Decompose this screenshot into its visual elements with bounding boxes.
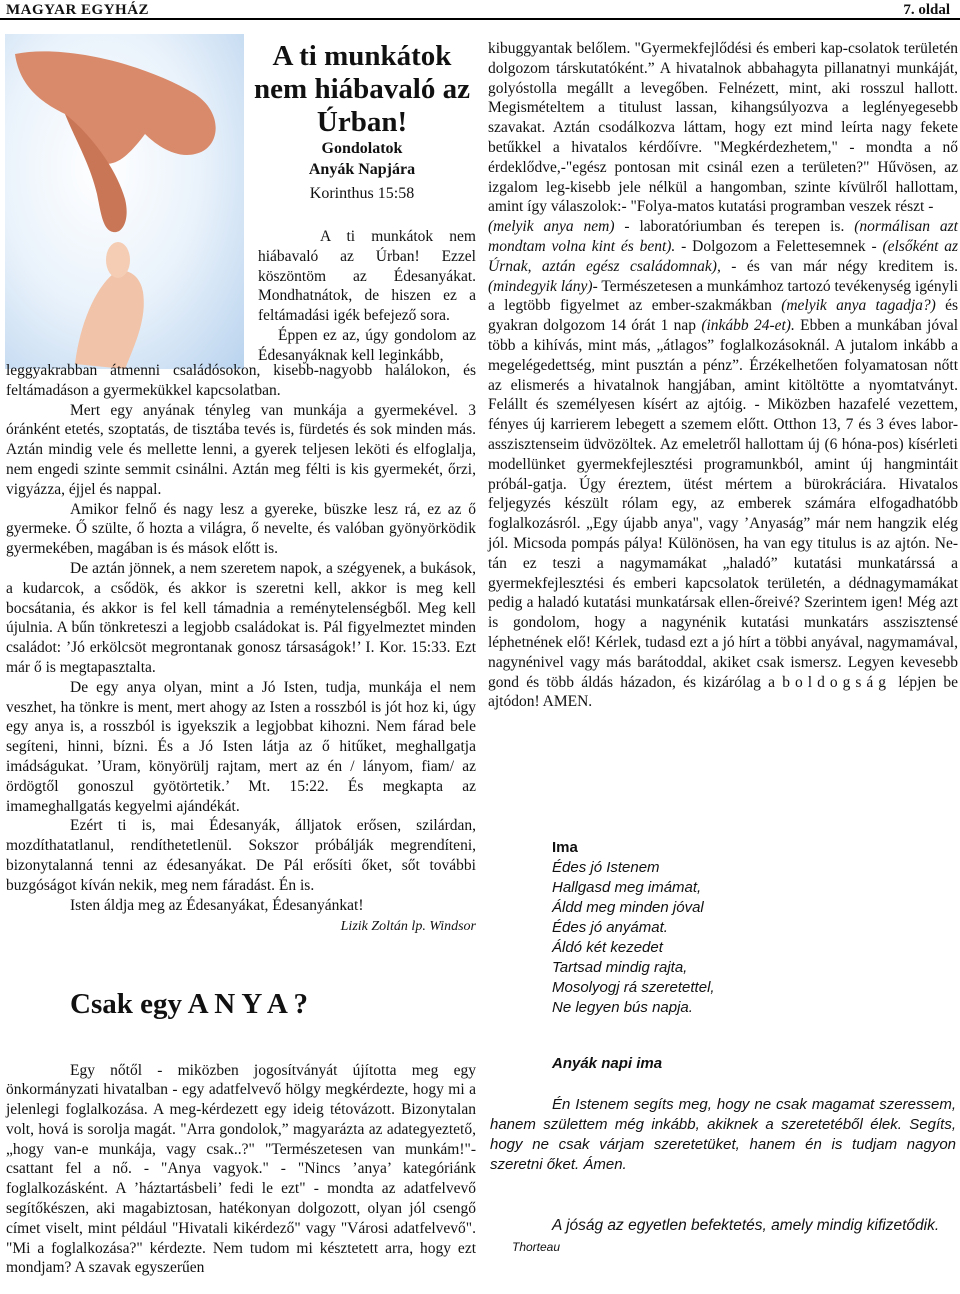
poem-line: Hallgasd meg imámat, [552, 879, 702, 896]
poem-title: Ima [552, 839, 578, 856]
italic-aside: (melyik anya tagadja?) [781, 297, 936, 315]
intro-paragraph: A ti munkátok nem hiábavaló az Úrban! Ezzel köszöntöm az Édesanyákat. Mondhatnátok, de hiszen ez a feltámadási igék befejező sora. [258, 228, 476, 325]
article2-title: Csak egy A N Y A ? [70, 988, 308, 1020]
text-run: lépjen be ajtódon! AMEN. [488, 673, 958, 711]
author-signature: Lizik Zoltán lp. Windsor [340, 919, 476, 935]
bible-reference: Korinthus 15:58 [309, 185, 415, 202]
page-number: 7. oldal [903, 2, 950, 18]
article2-body-right [488, 39, 958, 712]
italic-aside: (inkább 24-et). [701, 317, 795, 335]
body-paragraph: Isten áldja meg az Édesanyákat, Édesanyánkat! [70, 896, 364, 914]
article-title: A ti munkátok nem hiábavaló az Úrban! [254, 40, 470, 138]
poem-ima [552, 838, 932, 1018]
intro-paragraph: Éppen ez az, úgy gondolom az Édesanyáknak kell leginkább, [258, 326, 476, 364]
text-run: - Dolgozom a Felettesemnek - [675, 237, 883, 255]
poem-line: Áldd meg minden jóval [552, 899, 704, 916]
poem-line: Édes jó Istenem [552, 859, 660, 876]
hands-photo [5, 34, 244, 369]
body-paragraph: Mert egy anyának tényleg van munkája a gyermekével. 3 óránként etetés, szoptatás, de tisztába tevés is, fürdetés és sok minden más. Aztán mindig vele és mellette lenni, a gyerek teljesen leköti és elfoglalja, nem engedi szinte semmit csinálni. Aztán meg félti is kis gyermekét, őrzi, vigyázza, éjjel és nappal. [6, 401, 476, 498]
text-run: - és van már négy kreditem is. [720, 257, 958, 275]
poem-line: Mosolyogj rá szeretettel, [552, 979, 715, 996]
prayer-title: Anyák napi ima [552, 1055, 663, 1072]
italic-aside: (mindegyik lány)- [488, 277, 598, 295]
spaced-word: boldogság [782, 673, 891, 691]
publication-name: MAGYAR EGYHÁZ [6, 2, 150, 18]
text-run: kibuggyantak belőlem. "Gyermekfejlődési és emberi kap-csolatok területén dolgozom társkutatóként.” A hivatalnok abbahagyta pillanatnyi munkáját, golyóstolla megállt a levegőben. Felnézett, mint, aki rosszul hallott. Megismételtem a titulust lassan, kihangsúlyozva a leglényegesebb szavakat. Aztán csodálkozva láttam, hogy ezt mind leírta nagy fekete betűkkel a hivatalos kérdőívre. "Megkérdezhetem," - mondta a nő érdeklődve,-"egész pontosan mit csinál ezen a területen?" Hűvösen, az izgalom leg-kisebb jele nélkül a hangomban, szinte kívülről hallottam, amint így válaszolok:- "Folya-matos kutatási programban veszek részt - [488, 40, 958, 216]
quote-text: A jóság az egyetlen befektetés, amely mindig kifizetődik. [552, 1217, 940, 1234]
article2-body-left [6, 1045, 476, 1294]
body-paragraph: Ezért ti is, mai Édesanyák, álljatok erősen, szilárdan, mozdíthatatlanul, rendíthetetlenül. Sokszor próbálják megrendíteni, bizonytalanná tenni az édesanyákat. De Pál erősíti őket, sőt további buzgóságot kíván nekik, meg nem fáradást. Én is. [6, 817, 476, 894]
article-subtitle [246, 138, 478, 180]
body-paragraph [488, 39, 958, 712]
poem-line: Áldó két kezedet [552, 939, 663, 956]
body-paragraph: De aztán jönnek, a nem szeretem napok, a szégyenek, a bukások, a kudarcok, a csődök, és akkor is szeretni kell, akkor is meg kell bocsátania, és akkor is fel kell támadnia a reménytelenségből. Meg kell újulnia. A bűn tönkreteszi a legjobb családokat is. Pál figyelmeztet minden családot: ’Jó erkölcsöt megrontanak gonosz társaságok!’ I. Kor. 15:33. Ezt már ő is megtapasztalta. [6, 559, 476, 676]
page-header [0, 0, 960, 20]
subtitle-line-1: Gondolatok [321, 140, 403, 157]
article-intro [258, 227, 476, 366]
text-run: Természetesen a munkámhoz tartozó tevékenység igényli a legtöbb figyelmet az ember-szakmákban [488, 277, 958, 315]
prayer-text: Én Istenem segíts meg, hogy ne csak magamat szeressem, hanem születtem még inkább, akiknek a szeretetéből élek. Segíts, hogy ne csak várjam szeretetüket, hanem én is tudjam nagyon szeretni őket. Ámen. [490, 1096, 956, 1173]
subtitle-line-2: Anyák Napjára [308, 161, 416, 178]
hands-illustration [5, 34, 244, 369]
closing-quote [490, 1215, 956, 1258]
text-run: és gyakran dolgozom 14 órát 1 nap [488, 297, 959, 335]
poem-line: Édes jó anyámat. [552, 919, 668, 936]
italic-aside: (elsőként az Úrnak, aztán egész családomnak), [488, 237, 958, 275]
article-body [6, 361, 476, 937]
body-paragraph: Amikor felnő és nagy lesz a gyereke, büszke lesz rá, ez az ő gyermeke. Ő szülte, ő hozta a világra, ő nevelte, és valóban gyönyörködik gyermekében, magában is és mások előtt is. [6, 500, 476, 558]
italic-aside: (normálisan azt mondtam volna kint és bent). [488, 218, 958, 255]
text-run: Ebben a munkában jóval több a kihívás, mint más, „átlagos” foglalkozásoknál. A jutalom inkább a megelégedettség, mint pusztán a pénz”. Érzékelhetően folyamatosan nőtt az elismerés a hivatalnok hangjában, amint kitöltötte a nyomtatványt. Felállt és személyesen kísért az ajtóig. - Miközben hazafelé vezettem, fényes új karrierem lebegett a szemem előtt. Otthon 13, 7 és 3 éves labor-asszisztenseim üdvözöltek. Az emeletről hallottam új (6 hóna-pos) kísérleti modellünket gyermekfejlesztési programunkból, amint új hangmintáit próbál-gatja. Úgy éreztem, ütést mértem a bürokráciára. Hivatalos feljegyzés készült rólam egy, az emberek számára elfogadhatóbb foglalkozásról. „Egy újabb anya", vagy ’Anyaság” már nem hangzik elég jól. Micsoda pompás pálya! Különösen, ha van egy titulus is az ajtón. Ne-tán ez teszi a nagymamákat „haladó” kutatási munkatárssá a gyermekfejlesztési és emberi kapcsolatok területén, a dédnagymamákat pedig a haladó kutatási munkatársak ellen-őreivé? Szerintem igen! Még azt is gondolom, hogy a nagynénik kutatási munkatárs asszisztensé léphetnének elő! Kérlek, tudasd ezt a jó hírt a többi anyával, nagymamával, nagynénivel vagy más barátoddal, akiket csak ismersz. Legyen kevesebb gond és több áldás házadon, és kizárólag a [488, 317, 958, 691]
italic-aside: (melyik anya nem) [488, 218, 615, 236]
poem-line: Ne legyen bús napja. [552, 999, 693, 1016]
body-paragraph: De egy anya olyan, mint a Jó Isten, tudja, munkája el nem veszhet, ha tönkre is ment, mert ahogy az Isten a rosszból is jót hoz ki, úgy egy anya is, a rosszból is igyekszik a legjobbat kihozni. Nem fárad bele segíteni, hinni, bízni. És a Jó Isten látja az ő hitűket, meghallgatja imádságukat. ’Uram, könyörülj rajtam, mert az én / lányom, fiam/ az ördögtől gonoszul gyötörtetik.’ Mt. 15:22. És megkapta az imameghallgatás kegyelmi ajándékát. [6, 678, 476, 815]
quote-author: Thorteau [512, 1240, 561, 1254]
text-run: - laboratóriumban és terepen is. [614, 218, 855, 236]
body-paragraph: Egy nőtől - miközben jogosítványát újította meg egy önkormányzati hivatalban - egy adatfelvevő hölgy megkérdezte, hogy mi a jelenlegi foglalkozása. A meg-kérdezett egy ideig tétovázott. Bizonytalan volt, hová is sorolja magát. "Arra gondolok,” magyarázta az adategyeztető, „hogy van-e munkája, vagy csak..?" "Természetesen van munkám!"- csattant fel a nő. - "Anya vagyok." - "Nincs ’anya’ kategóriánk foglalkozásként. A ’háztartásbeli’ fedi le ezt" - mondta az adatfelvevő segítőkészen, aki magabiztosan, hatékonyan dolgozott, olyan jól csengő címet viselt, mint például "Hivatali kikérdező" vagy "Városi adatfelvevő". "Mi a foglalkozása?" kérdezte. Nem tudom mi késztetett arra, hogy ezt mondjam? A szavak egyszerűen [6, 1061, 476, 1277]
poem-line: Tartsad mindig rajta, [552, 959, 688, 976]
body-paragraph: leggyakrabban átmenni családósokon, kisebb-nagyobb halálokon, és feltámadáson a gyermekükkel kapcsolatban. [6, 362, 476, 399]
